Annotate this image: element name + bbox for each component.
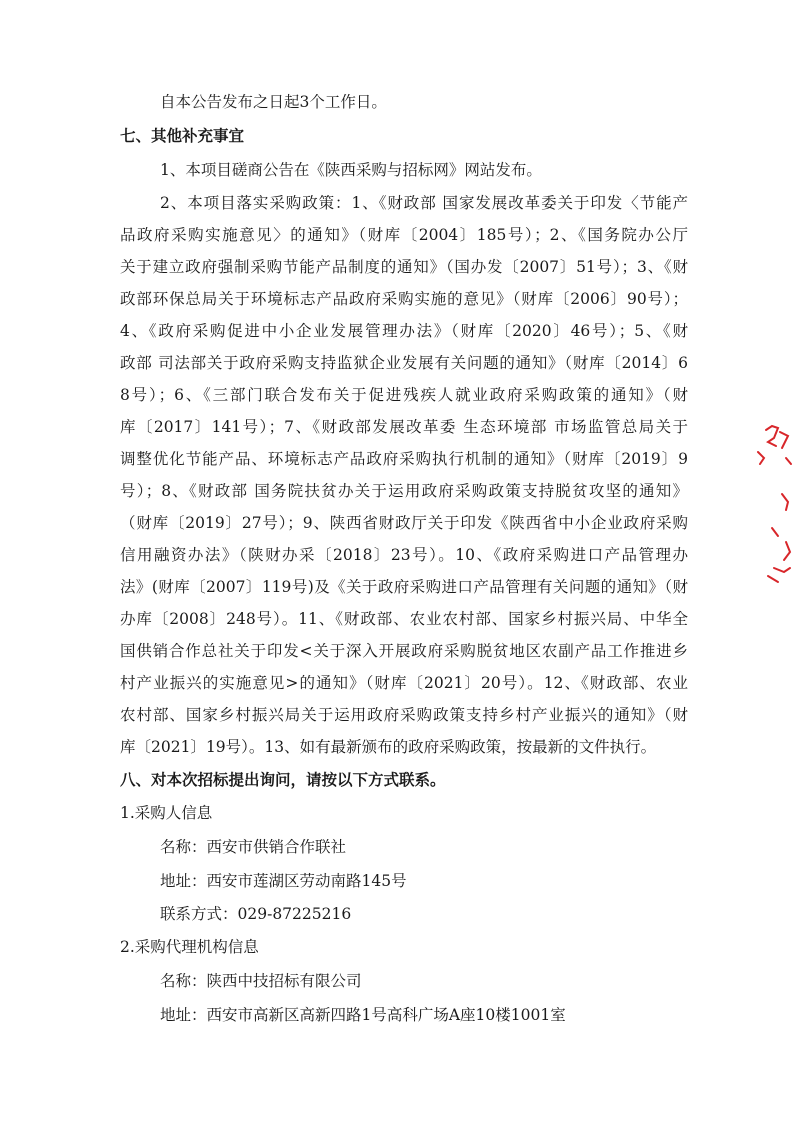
policy-line-1: 2、本项目落实采购政策：1、《财政部 国家发展改革委关于印发〈节能产 xyxy=(160,194,688,212)
policy-line-14: 办库〔2008〕248号）。11、《财政部、农业农村部、国家乡村振兴局、中华全 xyxy=(120,610,688,628)
red-seal-fragment xyxy=(752,418,793,588)
policy-line-8: 库〔2017〕141号）；7、《财政部发展改革委 生态环境部 市场监管总局关于 xyxy=(120,418,688,436)
policy-line-12: 信用融资办法》（陕财办采〔2018〕23号）。10、《政府采购进口产品管理办 xyxy=(120,546,688,564)
section-heading-7: 七、其他补充事宜 xyxy=(120,127,245,145)
purchaser-address: 地址：西安市莲湖区劳动南路145号 xyxy=(160,872,407,890)
policy-line-15: 国供销合作总社关于印发<关于深入开展政府采购脱贫地区农副产品工作推进乡 xyxy=(120,642,688,660)
policy-line-7: 8号）；6、《三部门联合发布关于促进残疾人就业政府采购政策的通知》（财 xyxy=(120,386,688,404)
policy-line-4: 政部环保总局关于环境标志产品政府采购实施的意见》（财库〔2006〕90号）； xyxy=(120,290,688,308)
policy-line-10: 号）；8、《财政部 国务院扶贫办关于运用政府采购政策支持脱贫攻坚的通知》 xyxy=(120,482,688,500)
purchaser-contact: 联系方式：029-87225216 xyxy=(160,905,352,923)
policy-line-6: 政部 司法部关于政府采购支持监狱企业发展有关问题的通知》（财库〔2014〕6 xyxy=(120,354,688,372)
purchaser-info-heading: 1.采购人信息 xyxy=(120,804,213,822)
policy-line-2: 品政府采购实施意见〉的通知》（财库〔2004〕185号）；2、《国务院办公厅 xyxy=(120,226,688,244)
policy-line-5: 4、《政府采购促进中小企业发展管理办法》（财库〔2020〕46号）；5、《财 xyxy=(120,322,688,340)
policy-line-9: 调整优化节能产品、环境标志产品政府采购执行机制的通知》（财库〔2019〕9 xyxy=(120,450,688,468)
policy-line-11: （财库〔2019〕27号）；9、陕西省财政厅关于印发《陕西省中小企业政府采购 xyxy=(120,514,688,532)
policy-line-17: 农村部、国家乡村振兴局关于运用政府采购政策支持乡村产业振兴的通知》（财 xyxy=(120,706,688,724)
text-line-3: 1、本项目磋商公告在《陕西采购与招标网》网站发布。 xyxy=(160,161,542,179)
policy-line-3: 关于建立政府强制采购节能产品制度的通知》（国办发〔2007〕51号）；3、《财 xyxy=(120,258,688,276)
text-line-1: 自本公告发布之日起3个工作日。 xyxy=(160,93,387,111)
agency-info-heading: 2.采购代理机构信息 xyxy=(120,938,259,956)
section-heading-8: 八、对本次招标提出询问，请按以下方式联系。 xyxy=(120,771,446,789)
policy-line-13: 法》(财库〔2007〕119号)及《关于政府采购进口产品管理有关问题的通知》（财 xyxy=(120,578,688,596)
agency-address: 地址：西安市高新区高新四路1号高科广场A座10楼1001室 xyxy=(160,1006,566,1024)
policy-line-18: 库〔2021〕19号）。13、如有最新颁布的政府采购政策，按最新的文件执行。 xyxy=(120,738,657,756)
policy-line-16: 村产业振兴的实施意见>的通知》（财库〔2021〕20号）。12、《财政部、农业 xyxy=(120,674,688,692)
purchaser-name: 名称：西安市供销合作联社 xyxy=(160,838,347,856)
agency-name: 名称：陕西中技招标有限公司 xyxy=(160,972,362,990)
